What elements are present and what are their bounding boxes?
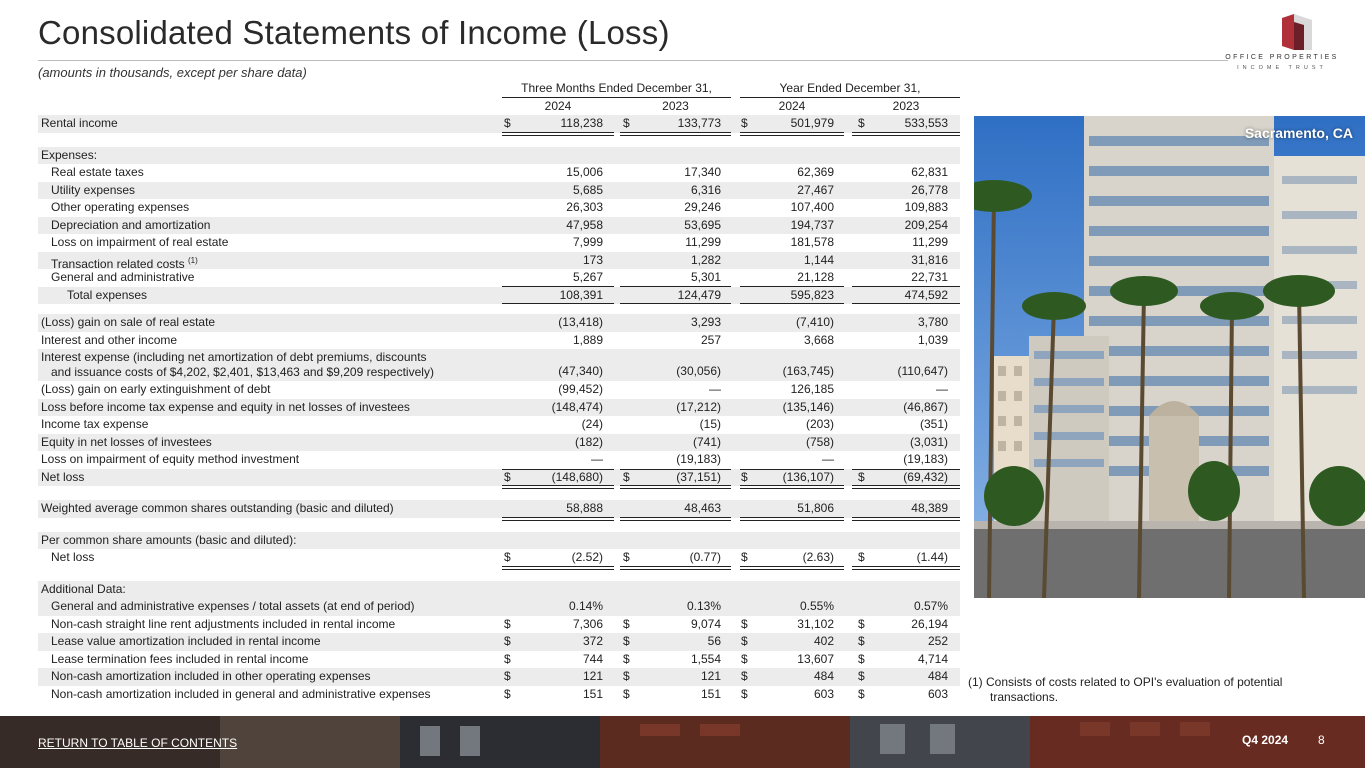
row-label-text: Equity in net losses of investees (41, 434, 212, 449)
dollar-sign: $ (504, 651, 511, 666)
logo-line1: OFFICE PROPERTIES (1225, 54, 1339, 61)
cell-value: 48,389 (911, 501, 948, 515)
row-label-text: Real estate taxes (51, 165, 144, 179)
table-row (38, 633, 960, 651)
cell-value: 252 (927, 634, 948, 648)
cell-value: 51,806 (797, 501, 834, 515)
cell-value: (19,183) (676, 452, 721, 466)
cell-value: (2.63) (802, 550, 834, 564)
row-label-text: Non-cash straight line rent adjustments included in rental income (51, 616, 396, 631)
dollar-sign: $ (741, 669, 748, 683)
double-underline (852, 488, 960, 489)
cell-value: 402 (813, 634, 834, 648)
row-spacer (38, 304, 960, 314)
table-row (38, 332, 960, 350)
footnote-line2: transactions. (990, 690, 1059, 704)
cell-value: 209,254 (904, 217, 948, 232)
row-label-text: Loss before income tax expense and equity in net losses of investees (41, 399, 410, 414)
row-label-text: Net loss (41, 469, 85, 484)
cell-value: 151 (700, 686, 721, 701)
table-row (38, 182, 960, 200)
cell-value: 1,144 (803, 252, 834, 267)
cell-value: (135,146) (782, 399, 834, 414)
header-three-months: Three Months Ended December 31, (521, 81, 712, 95)
row-label (41, 399, 410, 417)
cell-value: 0.14% (568, 599, 603, 613)
cell-value: 31,816 (911, 252, 948, 267)
dollar-sign: $ (858, 550, 865, 564)
cell-value: 6,316 (690, 182, 721, 197)
underline (620, 132, 731, 133)
dollar-sign: $ (623, 616, 630, 631)
cell-value: 151 (582, 686, 603, 701)
cell-value: 181,578 (790, 235, 834, 249)
cell-value: (1.44) (916, 550, 948, 564)
cell-value: 7,306 (572, 616, 603, 631)
double-underline (740, 488, 844, 489)
dollar-sign: $ (858, 116, 865, 130)
dollar-sign: $ (623, 116, 630, 130)
row-label-text: Rental income (41, 116, 118, 130)
row-label-text: Utility expenses (51, 182, 136, 197)
cell-value: 13,607 (797, 651, 834, 666)
row-label-text: Interest expense (including net amortization of debt premiums, discounts (41, 350, 427, 364)
row-label (51, 269, 194, 287)
row-label (51, 633, 321, 651)
cell-value: 22,731 (911, 270, 948, 284)
cell-value: (2.52) (571, 550, 603, 564)
dollar-sign: $ (741, 651, 748, 666)
underline (620, 303, 731, 304)
cell-value: 1,282 (690, 252, 721, 267)
cell-value: (7,410) (795, 315, 834, 329)
table-row (38, 234, 960, 252)
cell-value: 0.57% (913, 599, 948, 613)
cell-value: 31,102 (797, 616, 834, 631)
cell-value: 121 (582, 669, 603, 683)
cell-value: (47,340) (558, 364, 603, 378)
cell-value: (203) (805, 417, 834, 431)
row-label (41, 314, 215, 332)
row-spacer (38, 137, 960, 147)
row-label (51, 686, 431, 704)
cell-value: 124,479 (677, 287, 721, 302)
cell-value: (351) (919, 417, 948, 431)
table-row (38, 381, 960, 399)
double-underline (620, 135, 731, 136)
cell-value: 603 (927, 686, 948, 701)
table-row (38, 199, 960, 217)
cell-value: 1,039 (917, 332, 948, 347)
cell-value: — (591, 452, 603, 466)
cell-value: 26,303 (566, 200, 603, 214)
row-spacer (38, 571, 960, 581)
row-label-text: Depreciation and amortization (51, 217, 211, 232)
dollar-sign: $ (741, 634, 748, 648)
dollar-sign: $ (623, 634, 630, 648)
table-row (38, 115, 960, 133)
dollar-sign: $ (504, 669, 511, 683)
row-label (67, 287, 147, 305)
row-label-text: General and administrative (51, 270, 195, 284)
row-label (51, 164, 144, 182)
table-row (38, 469, 960, 487)
cell-value: 744 (582, 651, 603, 666)
row-label-text: General and administrative expenses / total assets (at end of period) (51, 599, 415, 613)
cell-value: (182) (574, 434, 603, 449)
cell-value: — (936, 382, 948, 396)
row-label (41, 451, 299, 469)
company-logo (1218, 14, 1346, 74)
cell-value: (148,474) (551, 399, 603, 414)
underline (620, 485, 731, 486)
cell-value: (163,745) (782, 364, 834, 378)
cell-value: 26,778 (911, 182, 948, 197)
row-label-text: Loss on impairment of real estate (51, 235, 229, 249)
dollar-sign: $ (504, 616, 511, 631)
row-label-text: Net loss (51, 550, 95, 564)
double-underline (852, 135, 960, 136)
logo-line2: INCOME TRUST (1237, 65, 1327, 71)
double-underline (740, 520, 844, 521)
cell-value: 126,185 (790, 382, 834, 396)
cell-value: 194,737 (790, 217, 834, 232)
row-label (41, 469, 84, 487)
dollar-sign: $ (623, 651, 630, 666)
cell-value: 107,400 (790, 200, 834, 214)
row-label (41, 350, 434, 380)
row-label (41, 115, 118, 133)
return-to-toc-link[interactable]: RETURN TO TABLE OF CONTENTS (38, 736, 238, 750)
underline (852, 517, 960, 518)
dollar-sign: $ (741, 469, 748, 484)
row-label (41, 434, 212, 452)
cell-value: (37,151) (676, 469, 721, 484)
cell-value: 533,553 (904, 116, 948, 130)
row-label (51, 234, 228, 252)
footnote (968, 675, 1282, 705)
cell-value: 62,369 (797, 165, 834, 179)
page-number: 8 (1318, 733, 1325, 747)
cell-value: 27,467 (797, 182, 834, 197)
cell-value: 0.13% (686, 599, 721, 613)
cell-value: 58,888 (566, 501, 603, 515)
overline (502, 469, 614, 470)
cell-value: 3,293 (690, 315, 721, 329)
cell-value: (13,418) (558, 315, 603, 329)
double-underline (620, 488, 731, 489)
row-label (51, 668, 371, 686)
row-label (51, 217, 210, 235)
table-row (38, 269, 960, 287)
table-row (38, 349, 960, 381)
row-label (51, 199, 189, 217)
cell-value: 9,074 (690, 616, 721, 631)
cell-value: 5,267 (572, 270, 603, 284)
row-label (41, 532, 296, 550)
double-underline (740, 135, 844, 136)
overline (852, 469, 960, 470)
cell-value: (3,031) (909, 434, 948, 449)
header-year-col4: 2023 (892, 99, 920, 113)
row-label (51, 616, 395, 634)
row-label (41, 332, 177, 350)
underline (620, 517, 731, 518)
dollar-sign: $ (858, 651, 865, 666)
dollar-sign: $ (858, 469, 865, 484)
table-row (38, 164, 960, 182)
row-spacer (38, 490, 960, 500)
cell-value: 121 (700, 669, 721, 683)
row-label-text: Transaction related costs (51, 256, 185, 271)
header-rule-1 (502, 97, 731, 98)
cell-value: 62,831 (911, 165, 948, 179)
row-label-text: Loss on impairment of equity method investment (41, 452, 300, 466)
cell-value: (758) (805, 434, 834, 449)
cell-value: 0.55% (799, 599, 834, 613)
cell-value: 26,194 (911, 616, 948, 631)
table-row (38, 451, 960, 469)
row-label (41, 581, 126, 599)
underline (502, 303, 614, 304)
cell-value: 474,592 (904, 287, 948, 302)
row-label-text: Lease value amortization included in rental income (51, 634, 321, 648)
cell-value: 372 (582, 634, 603, 648)
overline (620, 469, 731, 470)
dollar-sign: $ (504, 686, 511, 701)
cell-value: 484 (813, 669, 834, 683)
dollar-sign: $ (623, 469, 630, 484)
cell-value: (741) (692, 434, 721, 449)
cell-value: (24) (581, 417, 603, 431)
footnote-marker: (1) (187, 255, 198, 265)
row-label-text: Lease termination fees included in rental income (51, 651, 309, 666)
underline (852, 303, 960, 304)
table-row (38, 147, 960, 165)
double-underline (852, 569, 960, 570)
cell-value: 603 (813, 686, 834, 701)
table-row (38, 217, 960, 235)
cell-value: 595,823 (790, 287, 834, 302)
row-label (41, 416, 148, 434)
cell-value: (30,056) (676, 364, 721, 378)
double-underline (620, 520, 731, 521)
underline (502, 485, 614, 486)
cell-value: 11,299 (912, 235, 948, 249)
title-rule (38, 60, 1228, 61)
dollar-sign: $ (858, 634, 865, 648)
dollar-sign: $ (623, 550, 630, 564)
cell-value: 56 (707, 634, 721, 648)
cell-value: 118,238 (560, 116, 603, 130)
building-photo (974, 116, 1365, 598)
cell-value: 11,299 (685, 235, 721, 249)
double-underline (740, 569, 844, 570)
cell-value: (46,867) (903, 399, 948, 414)
table-row (38, 500, 960, 518)
cell-value: 1,889 (572, 332, 603, 347)
cell-value: 5,301 (690, 270, 721, 284)
row-label-text: Other operating expenses (51, 200, 190, 214)
cell-value: (148,680) (551, 469, 603, 484)
underline (740, 517, 844, 518)
overline (740, 469, 844, 470)
row-label-text: Income tax expense (41, 417, 149, 431)
header-rule-2 (740, 97, 960, 98)
page-subtitle: (amounts in thousands, except per share data) (38, 65, 307, 80)
double-underline (852, 520, 960, 521)
underline (852, 566, 960, 567)
dollar-sign: $ (741, 116, 748, 130)
logo-mark-icon (1282, 14, 1312, 50)
underline (502, 517, 614, 518)
cell-value: (0.77) (689, 550, 721, 564)
row-label-text: Additional Data: (41, 581, 126, 596)
cell-value: 173 (582, 252, 603, 267)
row-label-text: Interest and other income (41, 332, 178, 347)
cell-value: (19,183) (903, 452, 948, 466)
page-title: Consolidated Statements of Income (Loss) (38, 14, 670, 51)
row-label-text: Per common share amounts (basic and diluted): (41, 532, 297, 547)
row-label-text: Total expenses (67, 287, 148, 302)
row-label-text: Weighted average common shares outstanding (basic and diluted) (41, 501, 394, 515)
table-row (38, 581, 960, 599)
dollar-sign: $ (504, 550, 511, 564)
double-underline (620, 569, 731, 570)
dollar-sign: $ (858, 669, 865, 683)
row-label (51, 182, 135, 200)
row-label (51, 549, 94, 567)
table-row (38, 668, 960, 686)
underline (852, 132, 960, 133)
cell-value: 3,780 (917, 315, 948, 329)
header-year-col3: 2024 (778, 99, 806, 113)
underline (740, 132, 844, 133)
dollar-sign: $ (741, 616, 748, 631)
row-label (41, 147, 97, 165)
header-year-col2: 2023 (662, 99, 689, 113)
dollar-sign: $ (623, 686, 630, 701)
cell-value: 109,883 (904, 200, 948, 214)
cell-value: 53,695 (684, 217, 721, 232)
table-row (38, 252, 960, 270)
cell-value: 29,246 (684, 200, 721, 214)
row-label (41, 381, 270, 399)
underline (740, 485, 844, 486)
table-row (38, 686, 960, 704)
underline (502, 132, 614, 133)
cell-value: 15,006 (566, 165, 603, 179)
table-row (38, 287, 960, 305)
underline (852, 485, 960, 486)
cell-value: 21,128 (797, 270, 834, 284)
cell-value: (15) (699, 417, 721, 431)
table-row (38, 598, 960, 616)
table-row (38, 532, 960, 550)
underline (740, 303, 844, 304)
cell-value: (17,212) (676, 399, 721, 414)
cell-value: (99,452) (558, 382, 603, 396)
cell-value: 133,773 (677, 116, 721, 130)
dollar-sign: $ (858, 686, 865, 701)
table-row (38, 434, 960, 452)
cell-value: 48,463 (684, 501, 721, 515)
quarter-label: Q4 2024 (1242, 733, 1289, 747)
cell-value: 7,999 (572, 235, 603, 249)
table-row (38, 616, 960, 634)
dollar-sign: $ (623, 669, 630, 683)
dollar-sign: $ (741, 686, 748, 701)
table-row (38, 314, 960, 332)
underline (620, 566, 731, 567)
cell-value: 484 (927, 669, 948, 683)
double-underline (502, 520, 614, 521)
row-label-text: Non-cash amortization included in general and administrative expenses (51, 686, 431, 701)
dollar-sign: $ (858, 616, 865, 631)
double-underline (502, 488, 614, 489)
footnote-line1: (1) Consists of costs related to OPI's evaluation of potential (968, 675, 1283, 689)
cell-value: (69,432) (903, 469, 948, 484)
underline (740, 566, 844, 567)
cell-value: (136,107) (782, 469, 834, 484)
row-label-text: (Loss) gain on sale of real estate (41, 315, 216, 329)
double-underline (502, 569, 614, 570)
table-row (38, 549, 960, 567)
photo-caption: Sacramento, CA (1244, 125, 1353, 141)
cell-value: 501,979 (790, 116, 834, 130)
cell-value: (110,647) (897, 364, 948, 378)
row-label-text: (Loss) gain on early extinguishment of debt (41, 382, 271, 396)
income-statement-table (38, 115, 960, 703)
cell-value: 1,554 (690, 651, 721, 666)
dollar-sign: $ (504, 116, 511, 130)
dollar-sign: $ (504, 634, 511, 648)
table-row (38, 651, 960, 669)
building-illustration (974, 116, 1365, 598)
cell-value: 5,685 (572, 182, 603, 197)
table-row (38, 416, 960, 434)
dollar-sign: $ (741, 550, 748, 564)
row-label-continued: and issuance costs of $4,202, $2,401, $13,463 and $9,209 respectively) (51, 365, 434, 379)
row-label-text: Expenses: (41, 147, 98, 162)
row-label (51, 651, 308, 669)
table-row (38, 399, 960, 417)
cell-value: 17,340 (684, 165, 721, 179)
cell-value: 4,714 (917, 651, 948, 666)
cell-value: — (822, 452, 834, 466)
row-label-text: Non-cash amortization included in other operating expenses (51, 669, 371, 683)
cell-value: 47,958 (566, 217, 603, 232)
underline (502, 566, 614, 567)
cell-value: 3,668 (803, 332, 834, 347)
cell-value: — (709, 382, 721, 396)
cell-value: 257 (700, 332, 721, 347)
row-label (41, 500, 394, 518)
header-year: Year Ended December 31, (779, 81, 921, 95)
dollar-sign: $ (504, 469, 511, 484)
row-label (51, 598, 415, 616)
cell-value: 108,391 (559, 287, 603, 302)
double-underline (502, 135, 614, 136)
row-spacer (38, 522, 960, 532)
header-year-col1: 2024 (544, 99, 572, 113)
